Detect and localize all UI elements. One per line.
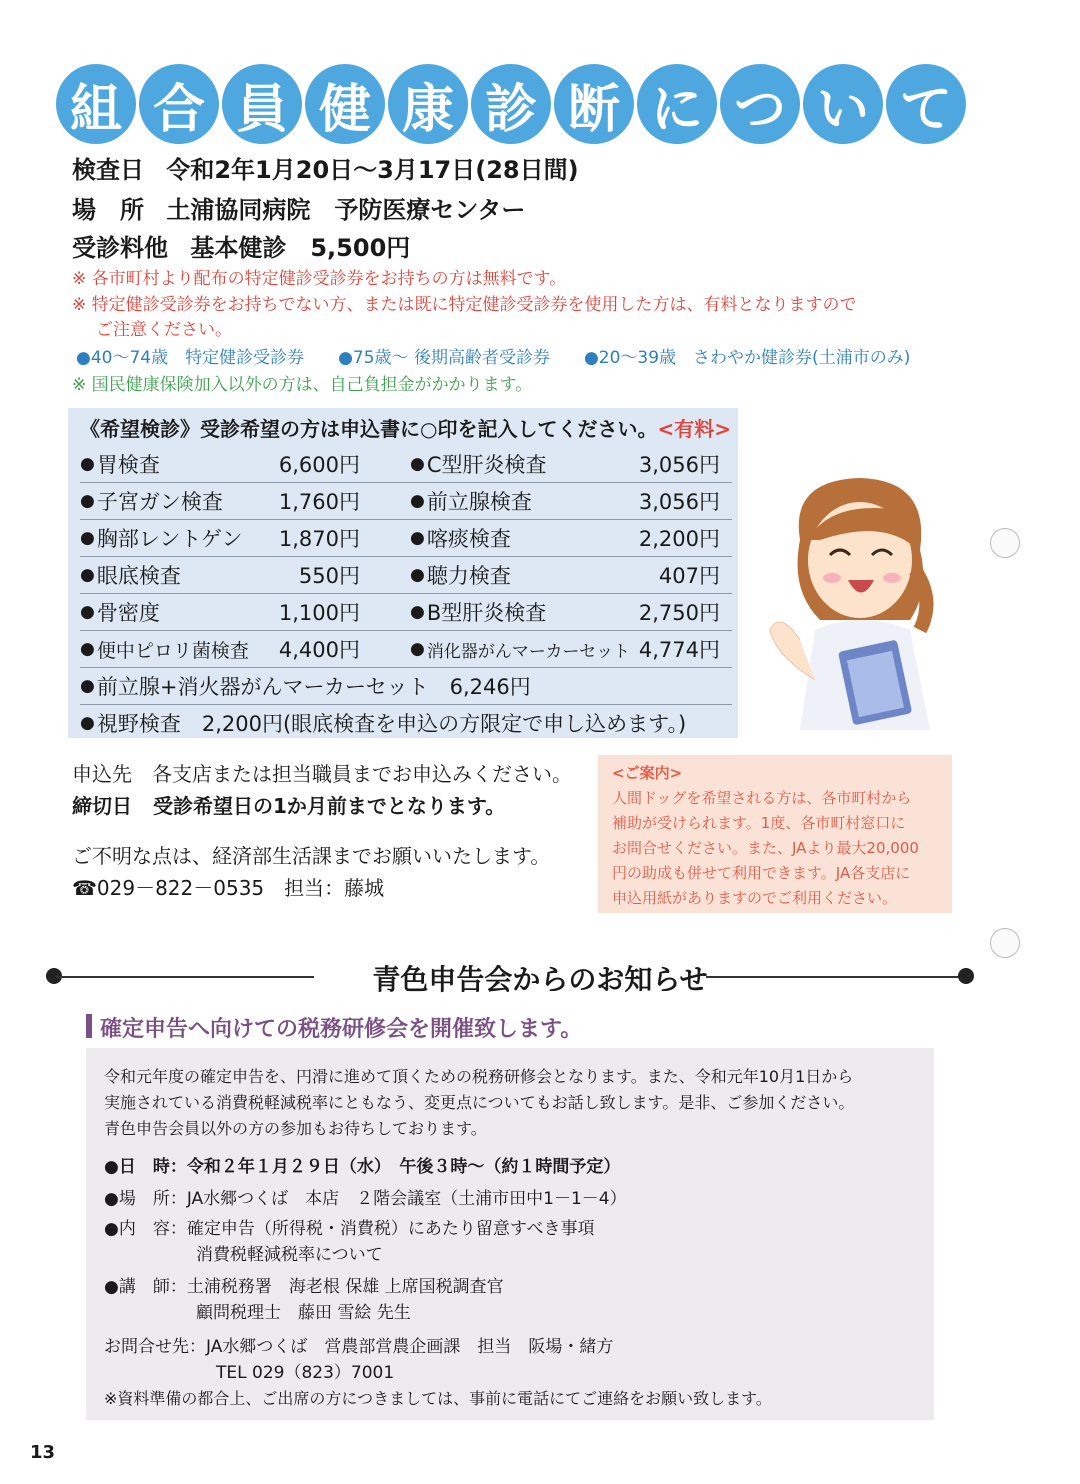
seminar-intro: 令和元年度の確定申告を、円滑に進めて頂くための税務研修会となります。また、令和元年10月1日から — [104, 1067, 854, 1086]
inquiry-info: ご不明な点は、経済部生活課までお願いいたします。 — [72, 844, 551, 868]
optional-exam-header — [80, 413, 731, 442]
page-title — [56, 64, 966, 144]
exam-visual-field-item: 視野検査 2,200円(眼底検査を申込の方限定で申し込めます。) — [96, 712, 687, 736]
exam-price: 4,774円 — [638, 638, 720, 662]
guide-line: 円の助成も併せて利用できます。JA各支店に — [612, 864, 911, 882]
title-char: 員 — [222, 64, 302, 144]
exam-price: 6,600円 — [278, 453, 360, 477]
title-char: い — [803, 64, 883, 144]
exam-fee-label: 受診料他 — [72, 234, 168, 262]
seminar-lecturer: ●講 師：土浦税務署 海老根 保雄 上席国税調査官 — [104, 1277, 504, 1297]
deadline-info — [72, 790, 505, 819]
seminar-intro: 青色申告会員以外の方の参加もお待ちしております。 — [104, 1119, 487, 1138]
title-char: に — [637, 64, 717, 144]
exam-set-item: 前立腺+消火器がんマーカーセット 6,246円 — [96, 675, 531, 699]
title-char: 康 — [388, 64, 468, 144]
exam-date-value: 令和2年1月20日～3月17日(28日間) — [166, 156, 579, 184]
seminar-content: ●内 容：確定申告（所得税・消費税）にあたり留意すべき事項 — [104, 1219, 595, 1239]
optional-header-text: 《希望検診》受診希望の方は申込書に○印を記入してください。 — [80, 417, 658, 441]
exam-price: 4,400円 — [278, 638, 360, 662]
seminar-inquiry-tel: TEL 029（823）7001 — [216, 1363, 395, 1383]
apply-info: 申込先 各支店または担当職員までお申込みください。 — [72, 762, 572, 786]
table-row: ● 胃検査 6,600円 ● C型肝炎検査 3,056円 — [80, 446, 732, 483]
title-char: 断 — [554, 64, 634, 144]
deadline-label: 締切日 — [72, 794, 132, 818]
exam-place-label: 場 所 — [72, 196, 144, 224]
phone-info: ☎029－822－0535 担当：藤城 — [72, 876, 385, 900]
seminar-subtitle: 確定申告へ向けての税務研修会を開催致します。 — [100, 1017, 583, 1042]
title-char: 診 — [471, 64, 551, 144]
exam-name: 喀痰検査 — [426, 527, 511, 551]
note-age-groups: ●40～74歳 特定健診受診券 ●75歳～ 後期高齢者受診券 ●20～39歳 さわやか健診券(土浦市のみ) — [76, 348, 911, 368]
seminar-note: ※資料準備の都合上、ご出席の方につきましては、事前に電話にてご連絡をお願い致します。 — [104, 1389, 772, 1408]
table-row: ● 眼底検査 550円 ● 聴力検査 407円 — [80, 557, 732, 594]
binder-hole — [990, 928, 1020, 958]
title-char: て — [886, 64, 966, 144]
guide-title: <ご案内> — [612, 764, 683, 782]
nurse-illustration — [760, 470, 950, 730]
guide-line: 補助が受けられます。1度、各市町村窓口に — [612, 814, 906, 832]
exam-fee-value: 基本健診 5,500円 — [190, 234, 411, 262]
exam-price: 1,100円 — [278, 601, 360, 625]
seminar-intro: 実施されている消費税軽減税率にともなう、変更点についてもお話し致します。是非、ご参加ください。 — [104, 1093, 855, 1112]
guide-box — [598, 755, 952, 913]
exam-price: 3,056円 — [638, 490, 720, 514]
exam-date-label: 検査日 — [72, 156, 144, 184]
seminar-place: ●場 所：JA水郷つくば 本店 ２階会議室（土浦市田中1－1－4） — [104, 1189, 627, 1209]
guide-line: 人間ドッグを希望される方は、各市町村から — [612, 789, 912, 807]
paid-tag: <有料> — [657, 417, 731, 441]
note-paid: ※ 特定健診受診券をお持ちでない方、または既に特定健診受診券を使用した方は、有料となりますので — [72, 295, 857, 315]
exam-name: 便中ピロリ菌検査 — [96, 639, 249, 662]
title-char: つ — [720, 64, 800, 144]
exam-fee — [72, 228, 410, 263]
exam-name: 骨密度 — [96, 601, 160, 625]
note-paid-cont: ご注意ください。 — [96, 320, 232, 340]
exam-name: 聴力検査 — [426, 564, 511, 588]
exam-price: 2,200円 — [638, 527, 720, 551]
exam-date — [72, 150, 579, 185]
table-row: ● 胸部レントゲン 1,870円 ● 喀痰検査 2,200円 — [80, 520, 732, 557]
exam-price: 3,056円 — [638, 453, 720, 477]
exam-price: 550円 — [298, 564, 360, 588]
exam-name: 消化器がんマーカーセット — [426, 641, 631, 662]
exam-name: 胸部レントゲン — [96, 527, 243, 551]
guide-line: お問合せください。また、JAより最大20,000 — [612, 839, 919, 857]
table-row: ● 骨密度 1,100円 ● B型肝炎検査 2,750円 — [80, 594, 732, 631]
exam-place-value: 土浦協同病院 予防医療センター — [166, 196, 526, 224]
exam-name: 子宮ガン検査 — [96, 490, 223, 514]
exam-name: 眼底検査 — [96, 564, 181, 588]
subtitle-bar — [86, 1014, 92, 1038]
seminar-inquiry: お問合せ先：JA水郷つくば 営農部営農企画課 担当 阪場・緒方 — [104, 1337, 614, 1357]
exam-price: 407円 — [658, 564, 720, 588]
exam-price: 2,750円 — [638, 601, 720, 625]
table-row: ● 便中ピロリ菌検査 4,400円 ● 消化器がんマーカーセット 4,774円 — [80, 631, 732, 668]
seminar-content-cont: 消費税軽減税率について — [196, 1245, 383, 1265]
seminar-lecturer-cont: 顧問税理士 藤田 雪絵 先生 — [196, 1303, 411, 1323]
note-insurance: ※ 国民健康保険加入以外の方は、自己負担金がかかります。 — [72, 375, 533, 395]
section-title: 青色申告会からのお知らせ — [372, 963, 708, 996]
table-row: ● 前立腺+消火器がんマーカーセット 6,246円 — [80, 668, 732, 705]
seminar-date: ●日 時：令和２年１月２９日（水） 午後３時～（約１時間予定） — [104, 1157, 621, 1177]
page-number: 13 — [30, 1442, 56, 1463]
exam-name: 胃検査 — [96, 453, 160, 477]
exam-name: C型肝炎検査 — [426, 453, 547, 477]
table-row: ● 子宮ガン検査 1,760円 ● 前立腺検査 3,056円 — [80, 483, 732, 520]
title-char: 健 — [305, 64, 385, 144]
note-free: ※ 各市町村より配布の特定健診受診券をお持ちの方は無料です。 — [72, 269, 567, 289]
deadline-text: 受診希望日の1か月前までとなります。 — [152, 794, 506, 818]
table-row: ● 視野検査 2,200円(眼底検査を申込の方限定で申し込めます。) — [80, 705, 732, 741]
title-char: 合 — [139, 64, 219, 144]
exam-place — [72, 190, 525, 225]
guide-line: 申込用紙がありますのでご利用ください。 — [612, 889, 898, 907]
exam-price: 1,760円 — [278, 490, 360, 514]
binder-hole — [990, 528, 1020, 558]
exam-price: 1,870円 — [278, 527, 360, 551]
title-char: 組 — [56, 64, 136, 144]
exam-name: B型肝炎検査 — [426, 601, 547, 625]
exam-name: 前立腺検査 — [426, 490, 532, 514]
